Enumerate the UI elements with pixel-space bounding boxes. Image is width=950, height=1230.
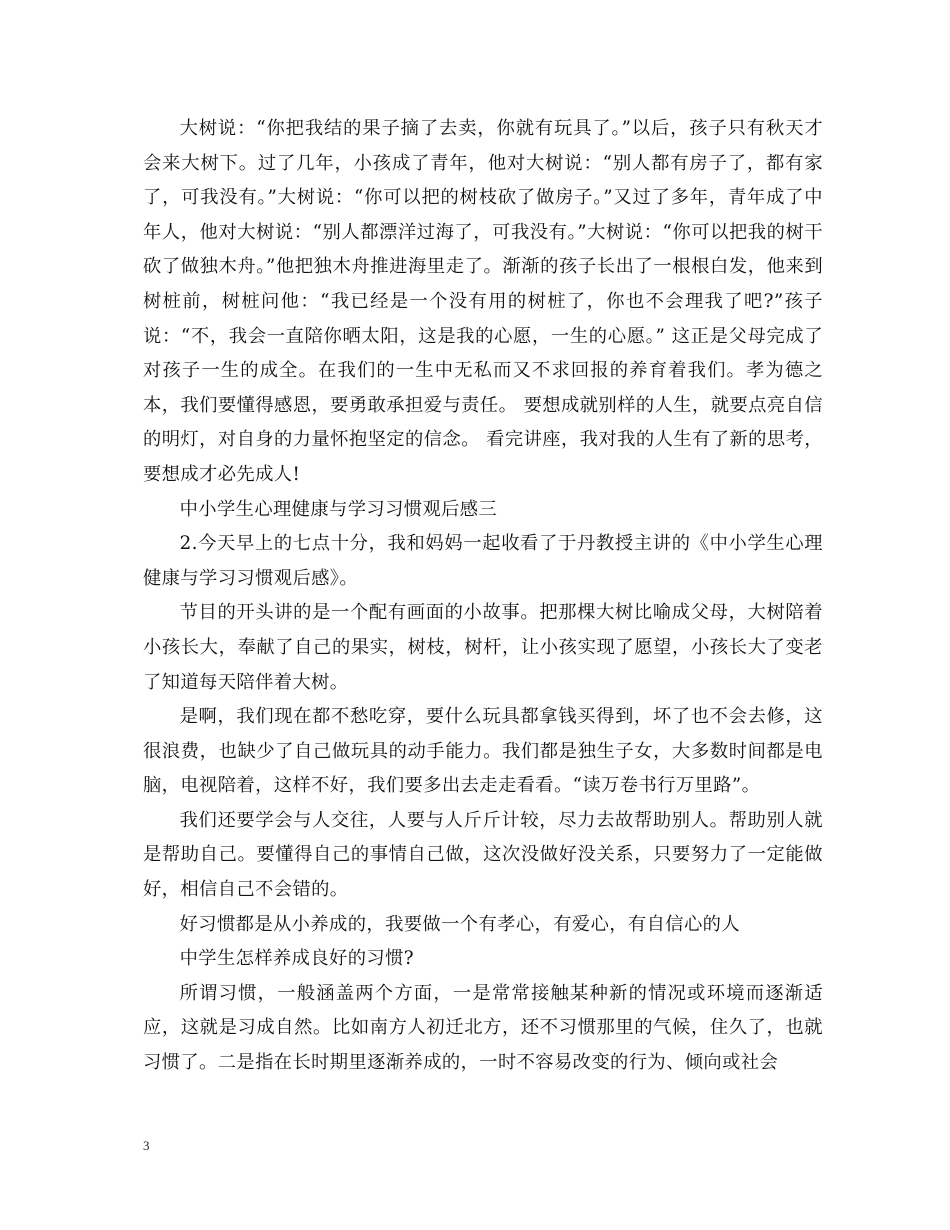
page-number: 3: [143, 1138, 150, 1153]
paragraph-story-summary: 节目的开头讲的是一个配有画面的小故事。把那棵大树比喻成父母，大树陪着小孩长大，奉献了自己的果实，树枝，树杆，让小孩实现了愿望，小孩长大了变老了知道每天陪伴着大树。: [143, 602, 823, 693]
paragraph-program-intro: 2.今天早上的七点十分，我和妈妈一起收看了于丹教授主讲的《中小学生心理健康与学习习惯观后感》。: [143, 533, 823, 589]
paragraph-tree-story: 大树说：“你把我结的果子摘了去卖，你就有玩具了。”以后，孩子只有秋天才会来大树下。过了几年，小孩成了青年，他对大树说：“别人都有房子了，都有家了，可我没有。”大树说：“你可以把的树枝砍了做房子。”又过了多年，青年成了中年人，他对大树说：“别人都漂洋过海了，可我没有。”大树说：“你可以把我的树干砍了做独木舟。”他把独木舟推进海里走了。渐渐的孩子长出了一根根白发，他来到树桩前，树桩问他：“我已经是一个没有用的树桩了，你也不会理我了吧?”孩子说：“不，我会一直陪你晒太阳，这是我的心愿，一生的心愿。” 这正是父母完成了对孩子一生的成全。在我们的一生中无私而又不求回报的养育着我们。孝为德之本，我们要懂得感恩，要勇敢承担爱与责任。 要想成就别样的人生，就要点亮自信的明灯，对自身的力量怀抱坚定的信念。 看完讲座，我对我的人生有了新的思考，要想成才必先成人!: [143, 118, 823, 485]
paragraph-habit-definition: 所谓习惯，一般涵盖两个方面，一是常常接触某种新的情况或环境而逐渐适应，这就是习成自然。比如南方人初迁北方，还不习惯那里的气候，住久了，也就习惯了。二是指在长时期里逐渐养成的，一时不容易改变的行为、倾向或社会: [143, 982, 823, 1074]
paragraph-good-habits: 好习惯都是从小养成的，我要做一个有孝心，有爱心，有自信心的人: [179, 913, 741, 935]
section-heading-reflection-three: 中小学生心理健康与学习习惯观后感三: [179, 498, 498, 520]
paragraph-social-skills: 我们还要学会与人交往，人要与人斤斤计较，尽力去故帮助别人。帮助别人就是帮助自己。要懂得自己的事情自己做，这次没做好没关系，只要努力了一定能做好，相信自己不会错的。: [143, 809, 823, 901]
document-body: [143, 112, 823, 1081]
paragraph-modern-life: 是啊，我们现在都不愁吃穿，要什么玩具都拿钱买得到，坏了也不会去修，这很浪费，也缺少了自己做玩具的动手能力。我们都是独生子女，大多数时间都是电脑，电视陪着，这样不好，我们要多出去走走看看。“读万卷书行万里路”。: [143, 706, 823, 797]
section-heading-habits-question: 中学生怎样养成良好的习惯?: [179, 948, 414, 970]
